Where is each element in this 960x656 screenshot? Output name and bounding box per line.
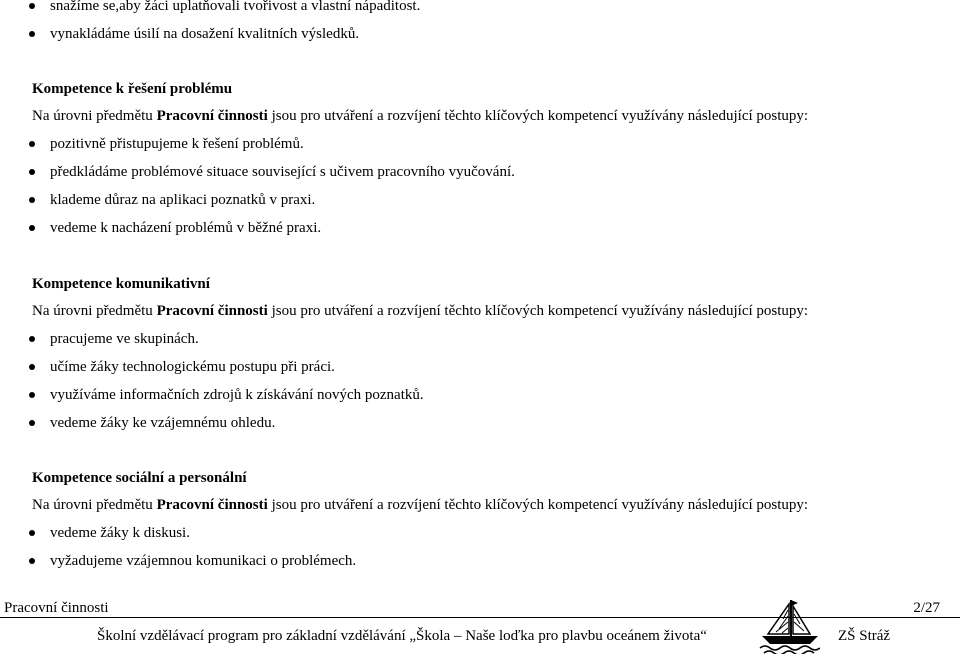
top-bullet-list [0, 0, 420, 53]
list-item: klademe důraz na aplikaci poznatků v praxi. [0, 191, 515, 219]
section-intro: Na úrovni předmětu Pracovní činnosti jsou pro utváření a rozvíjení těchto klíčových kompetencí využívány následující postupy: [32, 108, 809, 124]
bullet-icon [29, 364, 35, 370]
page-number: 2/27 [913, 600, 940, 616]
list-item: snažíme se,aby žáci uplatňovali tvořivost a vlastní nápaditost. [0, 0, 420, 25]
section-list [0, 330, 424, 442]
bullet-icon [29, 197, 35, 203]
footer-school-name: ZŠ Stráž [838, 628, 891, 644]
section-heading: Kompetence sociální a personální [32, 470, 247, 486]
list-item: vyžadujeme vzájemnou komunikaci o problémech. [0, 552, 356, 580]
section-intro: Na úrovni předmětu Pracovní činnosti jsou pro utváření a rozvíjení těchto klíčových kompetencí využívány následující postupy: [32, 497, 809, 513]
bullet-icon [29, 31, 35, 37]
bullet-icon [29, 558, 35, 564]
bullet-icon [29, 225, 35, 231]
sailboat-logo-icon [758, 598, 820, 654]
list-item: využíváme informačních zdrojů k získávání nových poznatků. [0, 386, 424, 414]
section-heading: Kompetence komunikativní [32, 276, 210, 292]
list-item: předkládáme problémové situace související s učivem pracovního vyučování. [0, 163, 515, 191]
bullet-icon [29, 141, 35, 147]
bullet-icon [29, 420, 35, 426]
section-list [0, 524, 356, 580]
list-item: vedeme k nacházení problémů v běžné praxi. [0, 219, 515, 247]
bullet-icon [29, 392, 35, 398]
bullet-icon [29, 336, 35, 342]
list-item: vynakládáme úsilí na dosažení kvalitních výsledků. [0, 25, 420, 53]
list-item: vedeme žáky k diskusi. [0, 524, 356, 552]
bullet-icon [29, 169, 35, 175]
list-item: vedeme žáky ke vzájemnému ohledu. [0, 414, 424, 442]
section-list [0, 135, 515, 247]
list-item: pozitivně přistupujeme k řešení problémů. [0, 135, 515, 163]
section-heading: Kompetence k řešení problému [32, 81, 233, 97]
footer-subject: Pracovní činnosti [4, 600, 109, 616]
footer-program-title: Školní vzdělávací program pro základní vzdělávání „Škola – Naše loďka pro plavbu oceánem života“ [97, 628, 707, 644]
bullet-icon [29, 3, 35, 9]
section-intro: Na úrovni předmětu Pracovní činnosti jsou pro utváření a rozvíjení těchto klíčových kompetencí využívány následující postupy: [32, 303, 809, 319]
list-item: pracujeme ve skupinách. [0, 330, 424, 358]
bullet-icon [29, 530, 35, 536]
list-item: učíme žáky technologickému postupu při práci. [0, 358, 424, 386]
